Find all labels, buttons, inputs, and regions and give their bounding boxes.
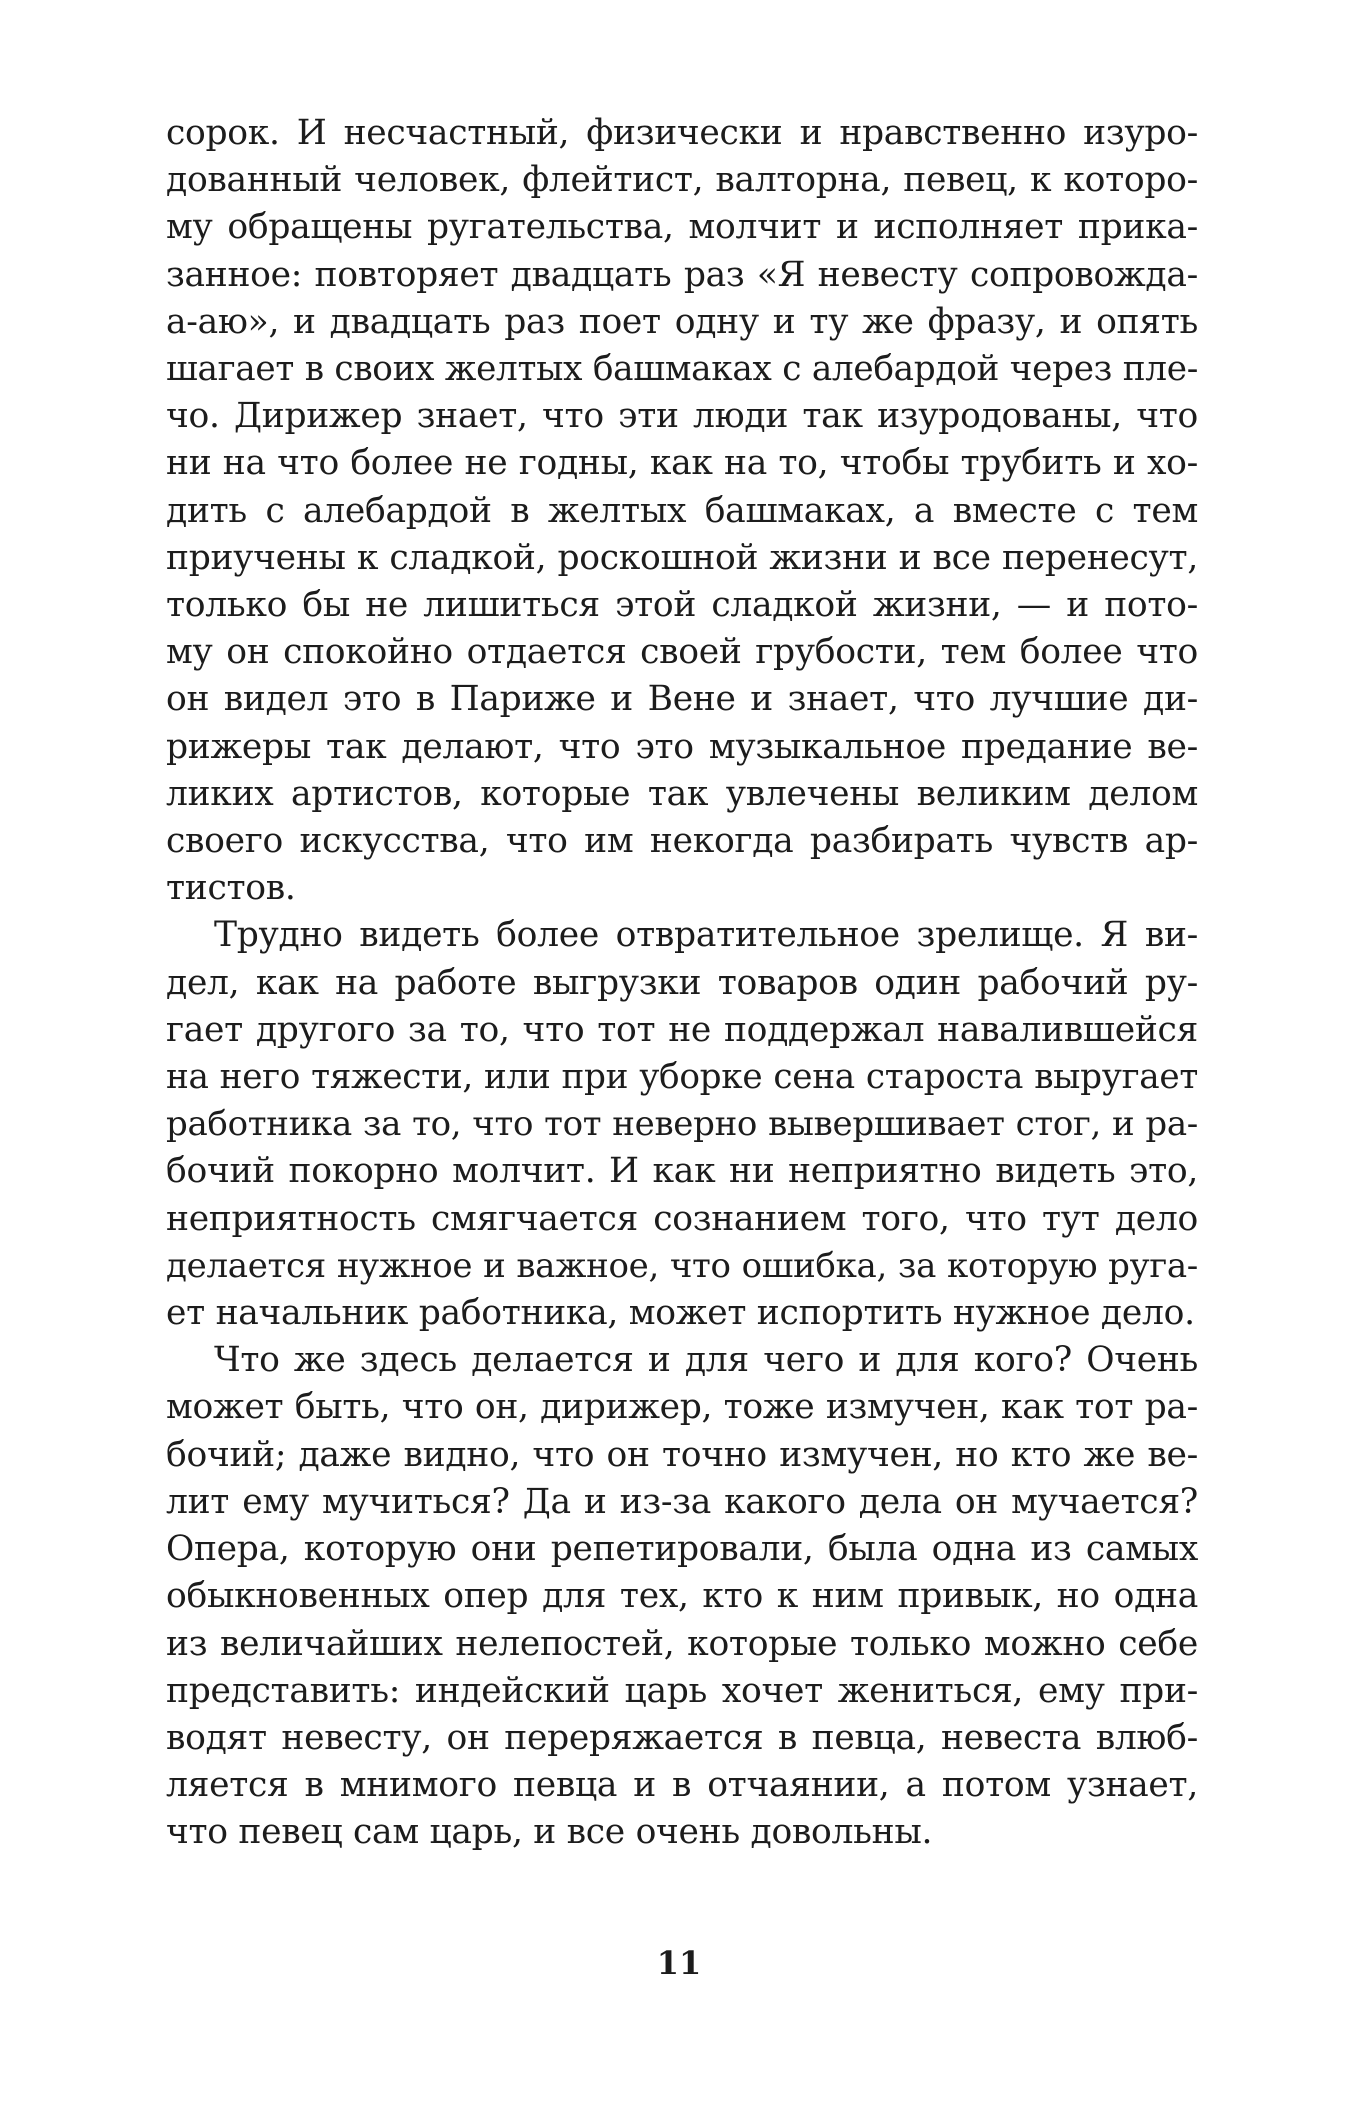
text-line: ликих артистов, которые так увлечены великим делом	[166, 773, 1198, 814]
text-line: дел, как на работе выгрузки товаров один рабочий ру-	[166, 962, 1198, 1003]
text-line: тистов.	[166, 868, 296, 909]
text-line: приучены к сладкой, роскошной жизни и все перенесут,	[166, 537, 1198, 578]
text-line: ляется в мнимого певца и в отчаянии, а потом узнает,	[166, 1765, 1198, 1806]
text-line: шагает в своих желтых башмаках с алебардой через пле-	[166, 349, 1198, 390]
text-line: ет начальник работника, может испортить нужное дело.	[166, 1293, 1195, 1334]
text-line: дить с алебардой в желтых башмаках, а вместе с тем	[166, 490, 1198, 531]
text-line: гает другого за то, что тот не поддержал навалившейся	[166, 1009, 1198, 1050]
text-line: лит ему мучиться? Да и из-за какого дела он мучается?	[166, 1481, 1198, 1522]
text-line: только бы не лишиться этой сладкой жизни, — и пото-	[166, 585, 1198, 626]
paragraph	[166, 110, 1198, 912]
text-line: работника за то, что тот неверно вывершивает стог, и ра-	[166, 1104, 1198, 1145]
text-line: он видел это в Париже и Вене и знает, что лучшие ди-	[166, 679, 1198, 720]
paragraph	[166, 1337, 1198, 1856]
text-line: из величайших нелепостей, которые только можно себе	[166, 1623, 1198, 1664]
text-line: Опера, которую они репетировали, была одна из самых	[166, 1529, 1198, 1570]
text-line: что певец сам царь, и все очень довольны.	[166, 1812, 933, 1853]
text-line: му обращены ругательства, молчит и исполняет прика-	[166, 207, 1198, 248]
text-line: бочий; даже видно, что он точно измучен, но кто же ве-	[166, 1434, 1198, 1475]
text-line: представить: индейский царь хочет жениться, ему при-	[166, 1670, 1198, 1711]
text-line: водят невесту, он переряжается в певца, невеста влюб-	[166, 1717, 1198, 1758]
text-line: делается нужное и важное, что ошибка, за которую руга-	[166, 1245, 1198, 1286]
text-line: рижеры так делают, что это музыкальное предание ве-	[166, 726, 1198, 767]
text-line: дованный человек, флейтист, валторна, певец, к которо-	[166, 160, 1198, 201]
text-line: на него тяжести, или при уборке сена староста выругает	[166, 1057, 1198, 1098]
text-line: бочий покорно молчит. И как ни неприятно видеть это,	[166, 1151, 1198, 1192]
text-line: а-аю», и двадцать раз поет одну и ту же фразу, и опять	[166, 301, 1198, 342]
text-line: Трудно видеть более отвратительное зрелище. Я ви-	[214, 915, 1198, 956]
body-text	[166, 110, 1198, 1857]
text-line: своего искусства, что им некогда разбирать чувств ар-	[166, 821, 1198, 862]
text-line: му он спокойно отдается своей грубости, тем более что	[166, 632, 1198, 673]
text-line: обыкновенных опер для тех, кто к ним привык, но одна	[166, 1576, 1198, 1617]
text-line: может быть, что он, дирижер, тоже измучен, как тот ра-	[166, 1387, 1198, 1428]
text-line: Что же здесь делается и для чего и для кого? Очень	[214, 1340, 1198, 1381]
paragraph	[166, 912, 1198, 1337]
text-line: чо. Дирижер знает, что эти люди так изуродованы, что	[166, 396, 1198, 437]
text-line: занное: повторяет двадцать раз «Я невесту сопровожда-	[166, 254, 1198, 295]
text-line: сорок. И несчастный, физически и нравственно изуро-	[166, 113, 1198, 153]
page-number: 11	[656, 1944, 702, 1982]
text-line: ни на что более не годны, как на то, чтобы трубить и хо-	[166, 443, 1198, 484]
text-line: неприятность смягчается сознанием того, что тут дело	[166, 1198, 1198, 1239]
